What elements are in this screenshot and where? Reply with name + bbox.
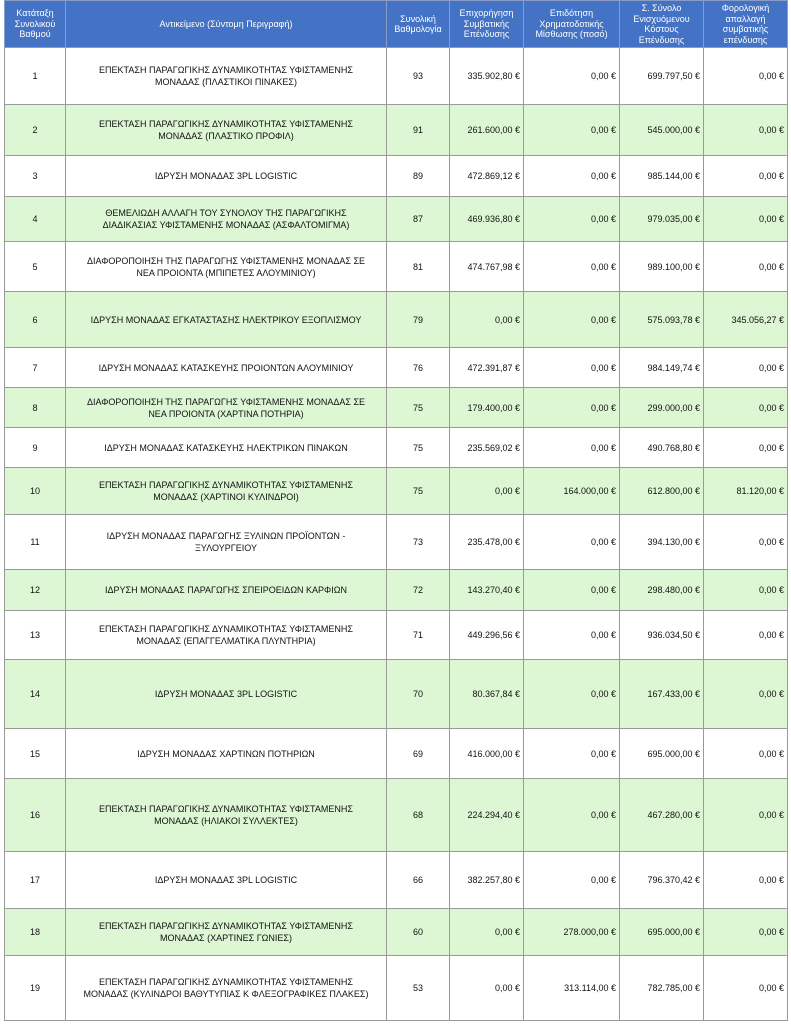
rank-cell: 12	[5, 570, 66, 611]
total-cost-cell: 985.144,00 €	[620, 156, 704, 197]
table-row	[5, 388, 788, 428]
grant-cell: 416.000,00 €	[450, 729, 524, 779]
score-cell: 53	[387, 956, 450, 1021]
total-cost-cell: 167.433,00 €	[620, 660, 704, 729]
grant-cell: 335.902,80 €	[450, 48, 524, 105]
total-cost-cell: 699.797,50 €	[620, 48, 704, 105]
results-table-container	[4, 0, 787, 1021]
table-row	[5, 197, 788, 242]
rank-cell: 15	[5, 729, 66, 779]
rank-cell: 19	[5, 956, 66, 1021]
rank-cell: 4	[5, 197, 66, 242]
table-row	[5, 956, 788, 1021]
description-line-2: ΜΟΝΑΔΑΣ (ΗΛΙΑΚΟΙ ΣΥΛΛΕΚΤΕΣ)	[154, 816, 298, 826]
score-cell: 69	[387, 729, 450, 779]
description-cell	[66, 242, 387, 292]
description-line-2: ΜΟΝΑΔΑΣ (ΧΑΡΤΙΝΟΙ ΚΥΛΙΝΔΡΟΙ)	[153, 492, 299, 502]
tax-exemption-cell: 345.056,27 €	[704, 292, 788, 348]
table-row	[5, 852, 788, 909]
tax-exemption-cell: 0,00 €	[704, 909, 788, 956]
lease-subsidy-cell: 0,00 €	[524, 388, 620, 428]
rank-cell: 5	[5, 242, 66, 292]
description-cell	[66, 660, 387, 729]
rank-cell: 2	[5, 105, 66, 156]
table-row	[5, 348, 788, 388]
description-cell	[66, 570, 387, 611]
grant-cell: 469.936,80 €	[450, 197, 524, 242]
description-line-2: ΜΟΝΑΔΑΣ (ΕΠΑΓΓΕΛΜΑΤΙΚΑ ΠΛΥΝΤΗΡΙΑ)	[136, 636, 316, 646]
description-cell	[66, 468, 387, 515]
lease-subsidy-cell: 0,00 €	[524, 242, 620, 292]
description-cell	[66, 611, 387, 660]
description-line-1: ΙΔΡΥΣΗ ΜΟΝΑΔΑΣ 3PL LOGISTIC	[154, 875, 298, 885]
lease-subsidy-cell: 164.000,00 €	[524, 468, 620, 515]
tax-exemption-cell: 0,00 €	[704, 388, 788, 428]
tax-exemption-cell: 0,00 €	[704, 105, 788, 156]
total-cost-cell: 298.480,00 €	[620, 570, 704, 611]
total-cost-cell: 490.768,80 €	[620, 428, 704, 468]
score-cell: 76	[387, 348, 450, 388]
table-row	[5, 611, 788, 660]
table-row	[5, 468, 788, 515]
grant-cell: 472.869,12 €	[450, 156, 524, 197]
tax-exemption-cell: 0,00 €	[704, 852, 788, 909]
grant-cell: 179.400,00 €	[450, 388, 524, 428]
tax-exemption-cell: 0,00 €	[704, 242, 788, 292]
description-line-1: ΘΕΜΕΛΙΩΔΗ ΑΛΛΑΓΗ ΤΟΥ ΣΥΝΟΛΟΥ ΤΗΣ ΠΑΡΑΓΩΓΙΚΗΣ	[105, 208, 347, 218]
table-row	[5, 909, 788, 956]
tax-exemption-cell: 0,00 €	[704, 197, 788, 242]
total-cost-cell: 575.093,78 €	[620, 292, 704, 348]
total-cost-cell: 467.280,00 €	[620, 779, 704, 852]
table-row	[5, 105, 788, 156]
score-cell: 68	[387, 779, 450, 852]
rank-cell: 6	[5, 292, 66, 348]
total-cost-cell: 299.000,00 €	[620, 388, 704, 428]
lease-subsidy-cell: 0,00 €	[524, 660, 620, 729]
score-cell: 91	[387, 105, 450, 156]
description-cell	[66, 348, 387, 388]
table-row	[5, 729, 788, 779]
total-cost-cell: 782.785,00 €	[620, 956, 704, 1021]
score-cell: 71	[387, 611, 450, 660]
table-row	[5, 242, 788, 292]
table-header-row	[5, 1, 788, 48]
score-cell: 87	[387, 197, 450, 242]
description-cell	[66, 852, 387, 909]
table-row	[5, 428, 788, 468]
tax-exemption-cell: 0,00 €	[704, 956, 788, 1021]
tax-exemption-cell: 0,00 €	[704, 570, 788, 611]
tax-exemption-cell: 0,00 €	[704, 611, 788, 660]
total-cost-cell: 796.370,42 €	[620, 852, 704, 909]
description-cell	[66, 156, 387, 197]
score-cell: 75	[387, 388, 450, 428]
description-line-2: ΜΟΝΑΔΑΣ (ΠΛΑΣΤΙΚΟ ΠΡΟΦΙΛ)	[158, 131, 294, 141]
table-row	[5, 779, 788, 852]
tax-exemption-cell: 0,00 €	[704, 156, 788, 197]
tax-exemption-cell: 0,00 €	[704, 348, 788, 388]
grant-cell: 143.270,40 €	[450, 570, 524, 611]
description-line-2: ΝΕΑ ΠΡΟΙΟΝΤΑ (ΧΑΡΤΙΝΑ ΠΟΤΗΡΙΑ)	[148, 408, 304, 419]
total-cost-cell: 979.035,00 €	[620, 197, 704, 242]
rank-cell: 14	[5, 660, 66, 729]
description-cell	[66, 956, 387, 1021]
total-cost-cell: 936.034,50 €	[620, 611, 704, 660]
grant-cell: 0,00 €	[450, 292, 524, 348]
grant-cell: 474.767,98 €	[450, 242, 524, 292]
grant-cell: 382.257,80 €	[450, 852, 524, 909]
description-line-1: ΕΠΕΚΤΑΣΗ ΠΑΡΑΓΩΓΙΚΗΣ ΔΥΝΑΜΙΚΟΤΗΤΑΣ ΥΦΙΣΤΑΜΕΝΗΣ	[99, 65, 353, 75]
description-line-1: ΙΔΡΥΣΗ ΜΟΝΑΔΑΣ ΚΑΤΑΣΚΕΥΗΣ ΗΛΕΚΤΡΙΚΩΝ ΠΙΝΑΚΩΝ	[104, 442, 348, 453]
description-line-1: ΕΠΕΚΤΑΣΗ ΠΑΡΑΓΩΓΙΚΗΣ ΔΥΝΑΜΙΚΟΤΗΤΑΣ ΥΦΙΣΤΑΜΕΝΗΣ	[99, 804, 353, 814]
grant-cell: 0,00 €	[450, 956, 524, 1021]
rank-cell: 1	[5, 48, 66, 105]
rank-cell: 10	[5, 468, 66, 515]
lease-subsidy-cell: 0,00 €	[524, 611, 620, 660]
lease-subsidy-cell: 0,00 €	[524, 852, 620, 909]
description-line-2: ΝΕΑ ΠΡΟΙΟΝΤΑ (ΜΠΙΠΕΤΕΣ ΑΛΟΥΜΙΝΙΟΥ)	[136, 267, 316, 278]
grant-cell: 449.296,56 €	[450, 611, 524, 660]
description-line-1: ΕΠΕΚΤΑΣΗ ΠΑΡΑΓΩΓΙΚΗΣ ΔΥΝΑΜΙΚΟΤΗΤΑΣ ΥΦΙΣΤΑΜΕΝΗΣ	[99, 119, 353, 129]
score-cell: 66	[387, 852, 450, 909]
description-line-1: ΕΠΕΚΤΑΣΗ ΠΑΡΑΓΩΓΙΚΗΣ ΔΥΝΑΜΙΚΟΤΗΤΑΣ ΥΦΙΣΤΑΜΕΝΗΣ	[99, 921, 353, 931]
rank-cell: 13	[5, 611, 66, 660]
lease-subsidy-cell: 0,00 €	[524, 779, 620, 852]
description-cell	[66, 729, 387, 779]
lease-subsidy-cell: 278.000,00 €	[524, 909, 620, 956]
description-cell	[66, 388, 387, 428]
score-cell: 81	[387, 242, 450, 292]
description-line-2: ΜΟΝΑΔΑΣ (ΠΛΑΣΤΙΚΟΙ ΠΙΝΑΚΕΣ)	[155, 77, 297, 87]
description-cell	[66, 909, 387, 956]
rank-cell: 11	[5, 515, 66, 570]
description-cell	[66, 779, 387, 852]
lease-subsidy-cell: 0,00 €	[524, 156, 620, 197]
grant-cell: 472.391,87 €	[450, 348, 524, 388]
table-row	[5, 515, 788, 570]
rank-cell: 7	[5, 348, 66, 388]
table-body	[5, 48, 788, 1021]
lease-subsidy-cell: 0,00 €	[524, 428, 620, 468]
total-cost-cell: 612.800,00 €	[620, 468, 704, 515]
score-cell: 60	[387, 909, 450, 956]
grant-cell: 80.367,84 €	[450, 660, 524, 729]
header-rank: Κατάταξη Συνολικού Βαθμού	[5, 1, 66, 48]
grant-cell: 235.569,02 €	[450, 428, 524, 468]
total-cost-cell: 989.100,00 €	[620, 242, 704, 292]
score-cell: 75	[387, 468, 450, 515]
header-grant: Επιχορήγηση Συμβατικής Επένδυσης	[450, 1, 524, 48]
rank-cell: 18	[5, 909, 66, 956]
score-cell: 70	[387, 660, 450, 729]
lease-subsidy-cell: 0,00 €	[524, 570, 620, 611]
tax-exemption-cell: 0,00 €	[704, 48, 788, 105]
table-row	[5, 660, 788, 729]
total-cost-cell: 695.000,00 €	[620, 909, 704, 956]
total-cost-cell: 394.130,00 €	[620, 515, 704, 570]
tax-exemption-cell: 0,00 €	[704, 428, 788, 468]
lease-subsidy-cell: 0,00 €	[524, 197, 620, 242]
description-line-1: ΙΔΡΥΣΗ ΜΟΝΑΔΑΣ 3PL LOGISTIC	[154, 171, 298, 181]
description-line-1: ΙΔΡΥΣΗ ΜΟΝΑΔΑΣ ΚΑΤΑΣΚΕΥΗΣ ΠΡΟΙΟΝΤΩΝ ΑΛΟΥΜΙΝΙΟΥ	[98, 362, 354, 373]
tax-exemption-cell: 0,00 €	[704, 779, 788, 852]
description-cell	[66, 515, 387, 570]
grant-cell: 261.600,00 €	[450, 105, 524, 156]
grant-cell: 224.294,40 €	[450, 779, 524, 852]
table-row	[5, 156, 788, 197]
lease-subsidy-cell: 0,00 €	[524, 348, 620, 388]
rank-cell: 8	[5, 388, 66, 428]
description-cell	[66, 428, 387, 468]
description-cell	[66, 48, 387, 105]
grant-cell: 0,00 €	[450, 468, 524, 515]
lease-subsidy-cell: 0,00 €	[524, 48, 620, 105]
description-line-1: ΙΔΡΥΣΗ ΜΟΝΑΔΑΣ ΠΑΡΑΓΩΓΗΣ ΞΥΛΙΝΩΝ ΠΡΟΪΟΝΤΩΝ -	[106, 531, 346, 541]
total-cost-cell: 695.000,00 €	[620, 729, 704, 779]
grant-cell: 235.478,00 €	[450, 515, 524, 570]
score-cell: 72	[387, 570, 450, 611]
score-cell: 89	[387, 156, 450, 197]
rank-cell: 16	[5, 779, 66, 852]
description-cell	[66, 292, 387, 348]
description-line-2: ΜΟΝΑΔΑΣ (ΧΑΡΤΙΝΕΣ ΓΩΝΙΕΣ)	[160, 933, 292, 943]
description-line-2: ΜΟΝΑΔΑΣ (ΚΥΛΙΝΔΡΟΙ ΒΑΘΥΤΥΠΙΑΣ Κ ΦΛΕΞΟΓΡΑΦΙΚΕΣ ΠΛΑΚΕΣ)	[83, 989, 369, 999]
header-total-cost: Σ. Σύνολο Ενισχυόμενου Κόστους Επένδυσης	[620, 1, 704, 48]
table-row	[5, 48, 788, 105]
lease-subsidy-cell: 0,00 €	[524, 729, 620, 779]
ranking-table	[4, 0, 788, 1021]
table-row	[5, 292, 788, 348]
total-cost-cell: 984.149,74 €	[620, 348, 704, 388]
description-line-1: ΕΠΕΚΤΑΣΗ ΠΑΡΑΓΩΓΙΚΗΣ ΔΥΝΑΜΙΚΟΤΗΤΑΣ ΥΦΙΣΤΑΜΕΝΗΣ	[99, 977, 353, 987]
tax-exemption-cell: 0,00 €	[704, 729, 788, 779]
lease-subsidy-cell: 313.114,00 €	[524, 956, 620, 1021]
score-cell: 73	[387, 515, 450, 570]
description-line-1: ΙΔΡΥΣΗ ΜΟΝΑΔΑΣ ΠΑΡΑΓΩΓΗΣ ΣΠΕΙΡΟΕΙΔΩΝ ΚΑΡΦΙΩΝ	[105, 585, 347, 595]
header-lease-subsidy: Επιδότηση Χρηματοδοτικής Μίσθωσης (ποσό)	[524, 1, 620, 48]
description-line-1: ΙΔΡΥΣΗ ΜΟΝΑΔΑΣ ΕΓΚΑΤΑΣΤΑΣΗΣ ΗΛΕΚΤΡΙΚΟΥ ΕΞΟΠΛΙΣΜΟΥ	[90, 314, 362, 325]
header-tax-exemption: Φορολογική απαλλαγή συμβατικής επένδυσης	[704, 1, 788, 48]
score-cell: 93	[387, 48, 450, 105]
description-line-2: ΞΥΛΟΥΡΓΕΙΟΥ	[195, 543, 257, 553]
description-line-1: ΕΠΕΚΤΑΣΗ ΠΑΡΑΓΩΓΙΚΗΣ ΔΥΝΑΜΙΚΟΤΗΤΑΣ ΥΦΙΣΤΑΜΕΝΗΣ	[99, 480, 353, 490]
lease-subsidy-cell: 0,00 €	[524, 105, 620, 156]
lease-subsidy-cell: 0,00 €	[524, 515, 620, 570]
description-line-1: ΙΔΡΥΣΗ ΜΟΝΑΔΑΣ 3PL LOGISTIC	[154, 689, 298, 699]
grant-cell: 0,00 €	[450, 909, 524, 956]
score-cell: 79	[387, 292, 450, 348]
description-line-1: ΔΙΑΦΟΡΟΠΟΙΗΣΗ ΤΗΣ ΠΑΡΑΓΩΓΗΣ ΥΦΙΣΤΑΜΕΝΗΣ ΜΟΝΑΔΑΣ ΣΕ	[86, 255, 366, 266]
tax-exemption-cell: 0,00 €	[704, 660, 788, 729]
score-cell: 75	[387, 428, 450, 468]
rank-cell: 9	[5, 428, 66, 468]
rank-cell: 17	[5, 852, 66, 909]
lease-subsidy-cell: 0,00 €	[524, 292, 620, 348]
description-line-1: ΔΙΑΦΟΡΟΠΟΙΗΣΗ ΤΗΣ ΠΑΡΑΓΩΓΗΣ ΥΦΙΣΤΑΜΕΝΗΣ ΜΟΝΑΔΑΣ ΣΕ	[86, 396, 366, 407]
header-score: Συνολική Βαθμολογία	[387, 1, 450, 48]
description-line-1: ΕΠΕΚΤΑΣΗ ΠΑΡΑΓΩΓΙΚΗΣ ΔΥΝΑΜΙΚΟΤΗΤΑΣ ΥΦΙΣΤΑΜΕΝΗΣ	[99, 624, 353, 634]
description-cell	[66, 197, 387, 242]
header-description: Αντικείμενο (Σύντομη Περιγραφή)	[66, 1, 387, 48]
description-line-2: ΔΙΑΔΙΚΑΣΙΑΣ ΥΦΙΣΤΑΜΕΝΗΣ ΜΟΝΑΔΑΣ (ΑΣΦΑΛΤΟΜΙΓΜΑ)	[102, 220, 350, 230]
description-line-1: ΙΔΡΥΣΗ ΜΟΝΑΔΑΣ ΧΑΡΤΙΝΩΝ ΠΟΤΗΡΙΩΝ	[137, 748, 315, 759]
tax-exemption-cell: 0,00 €	[704, 515, 788, 570]
table-row	[5, 570, 788, 611]
description-cell	[66, 105, 387, 156]
rank-cell: 3	[5, 156, 66, 197]
total-cost-cell: 545.000,00 €	[620, 105, 704, 156]
tax-exemption-cell: 81.120,00 €	[704, 468, 788, 515]
